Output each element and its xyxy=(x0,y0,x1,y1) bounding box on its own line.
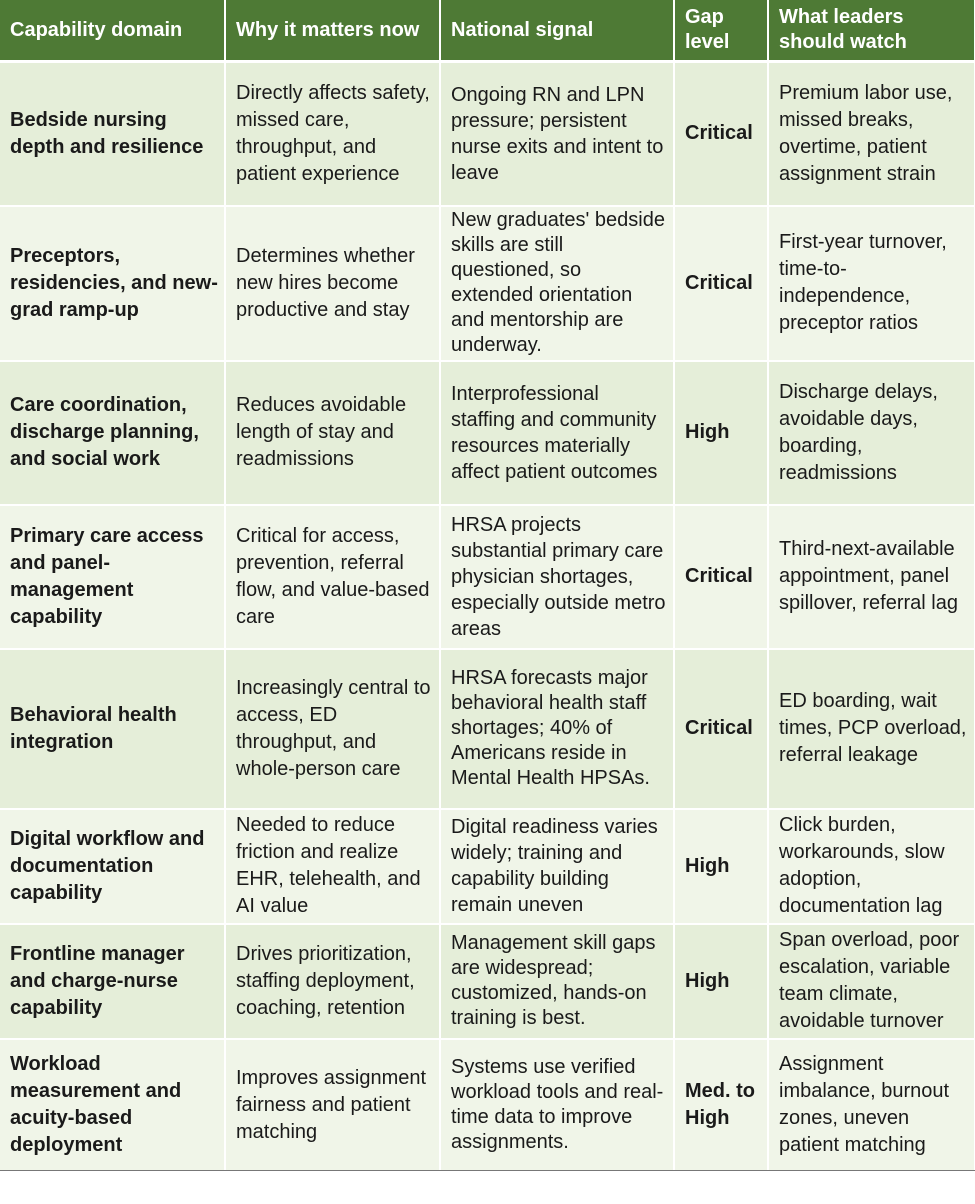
header-what-leaders-watch: What leaders should watch xyxy=(768,0,975,62)
why-it-matters-cell: Determines whether new hires become productive and stay xyxy=(225,206,440,361)
gap-level-cell: High xyxy=(674,361,768,505)
why-it-matters-cell: Drives prioritization, staffing deployment, coaching, retention xyxy=(225,924,440,1039)
gap-level-cell: Critical xyxy=(674,649,768,809)
gap-level-cell: Critical xyxy=(674,206,768,361)
table-row xyxy=(0,924,975,1039)
table-row xyxy=(0,361,975,505)
header-gap-level: Gap level xyxy=(674,0,768,62)
capability-domain-cell: Preceptors, residencies, and new-grad ramp-up xyxy=(0,206,225,361)
table-row xyxy=(0,206,975,361)
table-row xyxy=(0,1039,975,1172)
leaders-watch-cell: Click burden, workarounds, slow adoption, documentation lag xyxy=(768,809,975,924)
gap-level-cell: High xyxy=(674,809,768,924)
why-it-matters-cell: Needed to reduce friction and realize EHR, telehealth, and AI value xyxy=(225,809,440,924)
capability-domain-cell: Workload measurement and acuity-based deployment xyxy=(0,1039,225,1172)
why-it-matters-cell: Reduces avoidable length of stay and readmissions xyxy=(225,361,440,505)
header-row xyxy=(0,0,975,62)
leaders-watch-cell: ED boarding, wait times, PCP overload, referral leakage xyxy=(768,649,975,809)
leaders-watch-cell: Third-next-available appointment, panel spillover, referral lag xyxy=(768,505,975,649)
why-it-matters-cell: Directly affects safety, missed care, throughput, and patient experience xyxy=(225,62,440,206)
leaders-watch-cell: Discharge delays, avoidable days, boarding, readmissions xyxy=(768,361,975,505)
gap-level-cell: High xyxy=(674,924,768,1039)
capability-domain-cell: Digital workflow and documentation capability xyxy=(0,809,225,924)
national-signal-cell: Ongoing RN and LPN pressure; persistent nurse exits and intent to leave xyxy=(440,62,674,206)
leaders-watch-cell: Premium labor use, missed breaks, overtime, patient assignment strain xyxy=(768,62,975,206)
capability-domain-cell: Frontline manager and charge-nurse capability xyxy=(0,924,225,1039)
national-signal-cell: HRSA projects substantial primary care physician shortages, especially outside metro areas xyxy=(440,505,674,649)
table-bottom-rule xyxy=(0,1170,975,1171)
national-signal-cell: Interprofessional staffing and community resources materially affect patient outcomes xyxy=(440,361,674,505)
leaders-watch-cell: Assignment imbalance, burnout zones, uneven patient matching xyxy=(768,1039,975,1172)
capability-domain-cell: Bedside nursing depth and resilience xyxy=(0,62,225,206)
why-it-matters-cell: Improves assignment fairness and patient matching xyxy=(225,1039,440,1172)
header-why-it-matters: Why it matters now xyxy=(225,0,440,62)
table-row xyxy=(0,62,975,206)
leaders-watch-cell: First-year turnover, time-to-independence, preceptor ratios xyxy=(768,206,975,361)
capability-domain-cell: Care coordination, discharge planning, and social work xyxy=(0,361,225,505)
national-signal-cell: Digital readiness varies widely; training and capability building remain uneven xyxy=(440,809,674,924)
capability-domain-cell: Behavioral health integration xyxy=(0,649,225,809)
gap-level-cell: Critical xyxy=(674,505,768,649)
why-it-matters-cell: Critical for access, prevention, referral flow, and value-based care xyxy=(225,505,440,649)
leaders-watch-cell: Span overload, poor escalation, variable team climate, avoidable turnover xyxy=(768,924,975,1039)
table-row xyxy=(0,505,975,649)
capability-domain-cell: Primary care access and panel-management capability xyxy=(0,505,225,649)
gap-level-cell: Med. to High xyxy=(674,1039,768,1172)
why-it-matters-cell: Increasingly central to access, ED throughput, and whole-person care xyxy=(225,649,440,809)
national-signal-cell: Management skill gaps are widespread; customized, hands-on training is best. xyxy=(440,924,674,1039)
national-signal-cell: New graduates' bedside skills are still questioned, so extended orientation and mentorship are underway. xyxy=(440,206,674,361)
gap-level-cell: Critical xyxy=(674,62,768,206)
table-row xyxy=(0,809,975,924)
national-signal-cell: Systems use verified workload tools and real-time data to improve assignments. xyxy=(440,1039,674,1172)
header-capability-domain: Capability domain xyxy=(0,0,225,62)
header-national-signal: National signal xyxy=(440,0,674,62)
national-signal-cell: HRSA forecasts major behavioral health staff shortages; 40% of Americans reside in Mental Health HPSAs. xyxy=(440,649,674,809)
table-row xyxy=(0,649,975,809)
